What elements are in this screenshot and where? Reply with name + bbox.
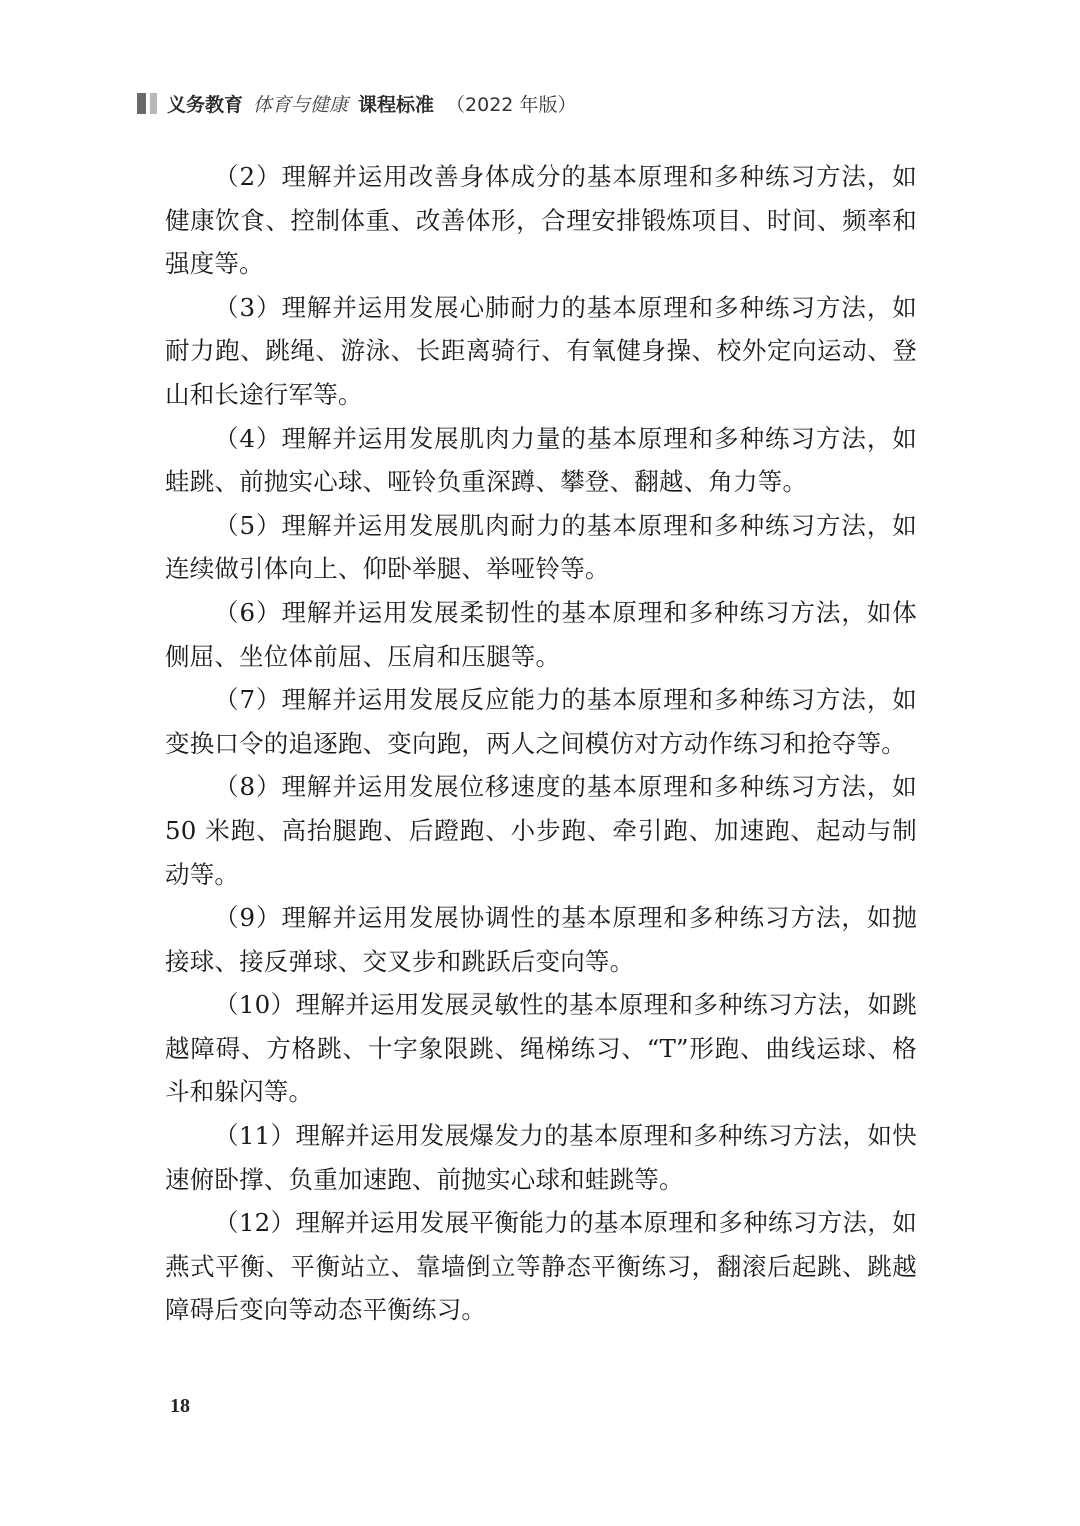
paragraph-9: （9）理解并运用发展协调性的基本原理和多种练习方法，如抛接球、接反弹球、交叉步和跳跃后变向等。	[165, 903, 917, 976]
header-bar-light-icon	[150, 93, 157, 114]
header-series: 义务教育	[167, 93, 244, 116]
running-header	[137, 88, 576, 118]
paragraph-2: （2）理解并运用改善身体成分的基本原理和多种练习方法，如健康饮食、控制体重、改善体形，合理安排锻炼项目、时间、频率和强度等。	[165, 162, 917, 279]
paragraph-10: （10）理解并运用发展灵敏性的基本原理和多种练习方法，如跳越障碍、方格跳、十字象限跳、绳梯练习、“T”形跑、曲线运球、格斗和躲闪等。	[165, 990, 917, 1107]
paragraph-3: （3）理解并运用发展心肺耐力的基本原理和多种练习方法，如耐力跑、跳绳、游泳、长距离骑行、有氧健身操、校外定向运动、登山和长途行军等。	[165, 292, 917, 409]
paragraph-12: （12）理解并运用发展平衡能力的基本原理和多种练习方法，如燕式平衡、平衡站立、靠墙倒立等静态平衡练习，翻滚后起跳、跳越障碍后变向等动态平衡练习。	[165, 1208, 917, 1325]
body-text	[165, 155, 917, 1332]
header-doc-type: 课程标准	[358, 93, 435, 116]
header-subject: 体育与健康	[253, 93, 349, 116]
paragraph-6: （6）理解并运用发展柔韧性的基本原理和多种练习方法，如体侧屈、坐位体前屈、压肩和压腿等。	[165, 597, 917, 671]
header-edition: （2022 年版）	[446, 93, 577, 116]
page-number: 18	[170, 1395, 190, 1417]
paragraph-4: （4）理解并运用发展肌肉力量的基本原理和多种练习方法，如蛙跳、前抛实心球、哑铃负重深蹲、攀登、翻越、角力等。	[165, 423, 917, 497]
paragraph-5: （5）理解并运用发展肌肉耐力的基本原理和多种练习方法，如连续做引体向上、仰卧举腿、举哑铃等。	[165, 510, 917, 584]
paragraph-8: （8）理解并运用发展位移速度的基本原理和多种练习方法，如50 米跑、高抬腿跑、后蹬跑、小步跑、牵引跑、加速跑、起动与制动等。	[165, 772, 917, 889]
paragraph-7: （7）理解并运用发展反应能力的基本原理和多种练习方法，如变换口令的追逐跑、变向跑，两人之间模仿对方动作练习和抢夺等。	[165, 685, 917, 758]
paragraph-11: （11）理解并运用发展爆发力的基本原理和多种练习方法，如快速俯卧撑、负重加速跑、前抛实心球和蛙跳等。	[165, 1121, 917, 1194]
header-bar-dark-icon	[137, 93, 146, 114]
